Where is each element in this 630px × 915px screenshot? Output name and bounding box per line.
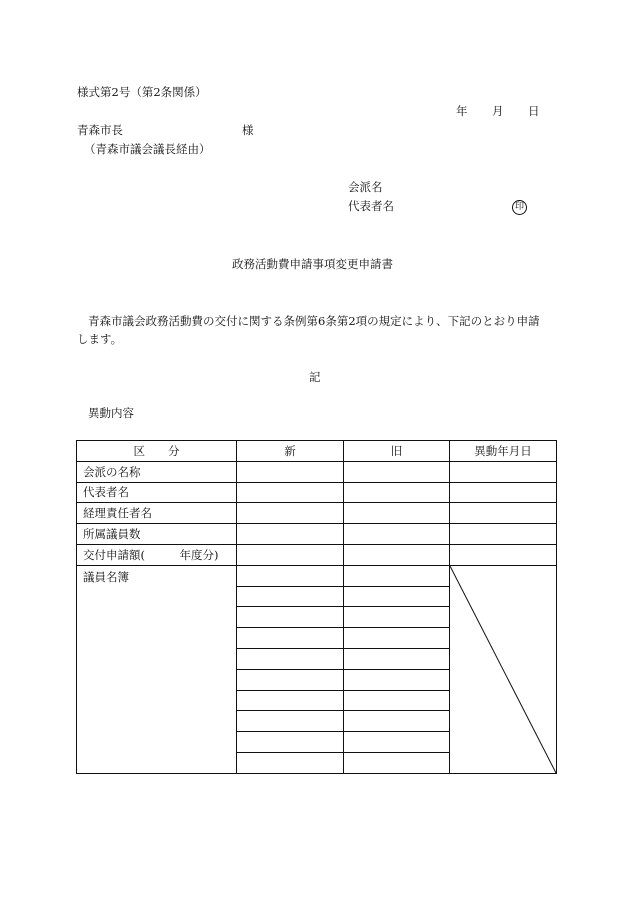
cell-old[interactable] — [344, 503, 450, 524]
section-heading: 異動内容 — [88, 406, 134, 420]
members-row — [77, 565, 557, 586]
member-cell-new[interactable] — [237, 752, 344, 773]
cell-change-date[interactable] — [450, 503, 557, 524]
row-label-representative: 代表者名 — [77, 482, 237, 503]
cell-new[interactable] — [237, 544, 344, 565]
cell-new[interactable] — [237, 482, 344, 503]
member-cell-old[interactable] — [344, 648, 450, 669]
row-label-member-roster: 議員名簿 — [77, 565, 237, 773]
diagonal-strike — [450, 566, 556, 773]
ki-marker: 記 — [309, 370, 321, 384]
row-label-member-count: 所属議員数 — [77, 524, 237, 545]
member-cell-old[interactable] — [344, 565, 450, 586]
member-cell-new[interactable] — [237, 648, 344, 669]
member-cell-new[interactable] — [237, 628, 344, 649]
header-old: 旧 — [344, 441, 450, 462]
cell-change-date[interactable] — [450, 461, 557, 482]
form-number-label: 様式第2号（第2条関係） — [77, 85, 207, 99]
cell-old[interactable] — [344, 524, 450, 545]
addressee-via: （青森市議会議長経由） — [84, 142, 211, 156]
member-cell-old[interactable] — [344, 711, 450, 732]
member-cell-new[interactable] — [237, 586, 344, 607]
seal-mark — [512, 198, 527, 215]
addressee-title: 青森市長 — [77, 123, 123, 137]
member-cell-old[interactable] — [344, 586, 450, 607]
member-cell-new[interactable] — [237, 565, 344, 586]
header-change-date: 異動年月日 — [450, 441, 557, 462]
crossed-out-cell — [450, 565, 557, 773]
cell-old[interactable] — [344, 482, 450, 503]
member-cell-old[interactable] — [344, 752, 450, 773]
cell-change-date[interactable] — [450, 482, 557, 503]
member-cell-old[interactable] — [344, 607, 450, 628]
faction-name-label: 会派名 — [348, 180, 383, 194]
table-row — [77, 482, 557, 503]
date-day-label: 日 — [528, 104, 540, 118]
member-cell-new[interactable] — [237, 711, 344, 732]
table-header-row — [77, 441, 557, 462]
member-cell-old[interactable] — [344, 669, 450, 690]
member-cell-old[interactable] — [344, 628, 450, 649]
table-row — [77, 544, 557, 565]
member-cell-old[interactable] — [344, 732, 450, 753]
table-row — [77, 524, 557, 545]
document-title: 政務活動費申請事項変更申請書 — [232, 257, 393, 271]
representative-label: 代表者名 — [348, 199, 394, 213]
body-text-line-2: します。 — [77, 332, 123, 346]
change-details-table — [76, 440, 557, 774]
cell-old[interactable] — [344, 461, 450, 482]
cell-new[interactable] — [237, 461, 344, 482]
member-cell-new[interactable] — [237, 607, 344, 628]
member-cell-new[interactable] — [237, 690, 344, 711]
header-new: 新 — [237, 441, 344, 462]
seal-icon: 印 — [512, 200, 527, 215]
table-row — [77, 503, 557, 524]
row-label-accounting-manager: 経理責任者名 — [77, 503, 237, 524]
cell-change-date[interactable] — [450, 544, 557, 565]
row-label-grant-amount: 交付申請額( 年度分) — [77, 544, 237, 565]
row-label-faction-name: 会派の名称 — [77, 461, 237, 482]
table-row — [77, 461, 557, 482]
header-category: 区 分 — [77, 441, 237, 462]
addressee-honorific: 様 — [242, 123, 254, 137]
cell-new[interactable] — [237, 524, 344, 545]
date-year-label: 年 — [456, 104, 468, 118]
member-cell-new[interactable] — [237, 669, 344, 690]
cell-new[interactable] — [237, 503, 344, 524]
body-text-line-1: 青森市議会政務活動費の交付に関する条例第6条第2項の規定により、下記のとおり申請 — [88, 314, 540, 328]
member-cell-old[interactable] — [344, 690, 450, 711]
member-cell-new[interactable] — [237, 732, 344, 753]
cell-old[interactable] — [344, 544, 450, 565]
date-month-label: 月 — [492, 104, 504, 118]
cell-change-date[interactable] — [450, 524, 557, 545]
